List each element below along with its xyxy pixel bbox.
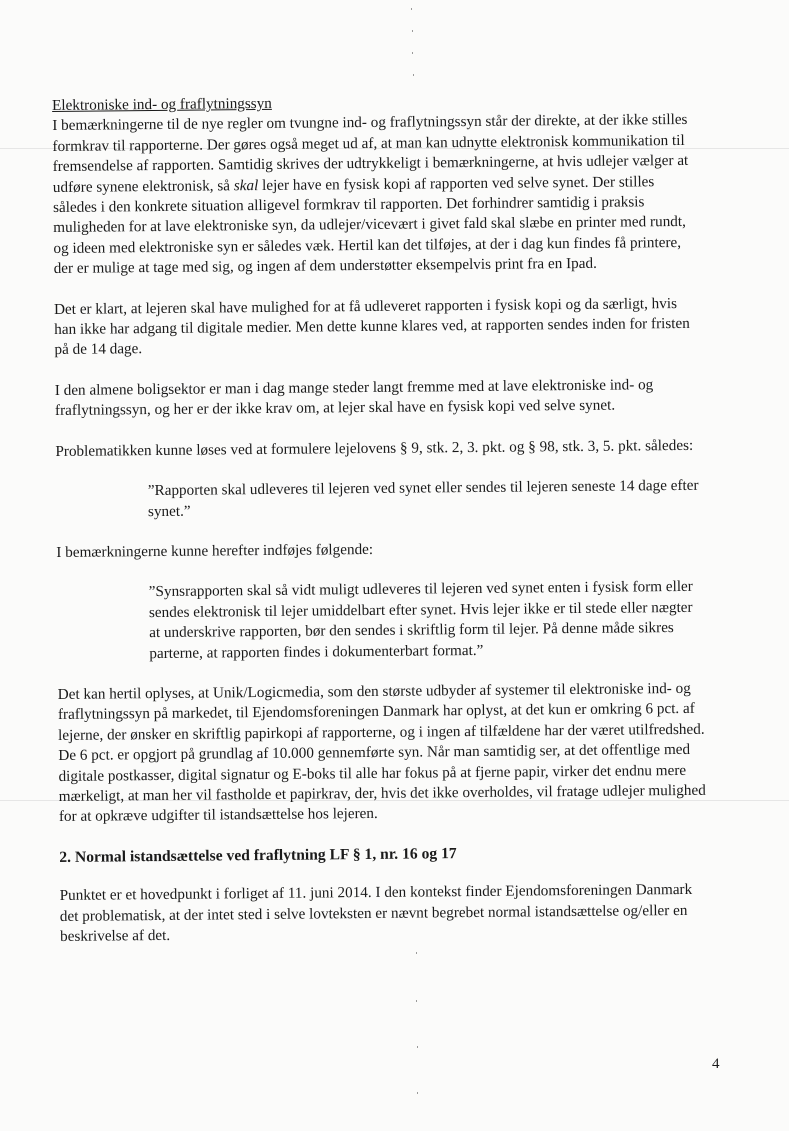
section-heading: Elektroniske ind- og fraflytningssyn — [52, 94, 272, 114]
paragraph: I den almene boligsektor er man i dag mange steder langt fremme med at lave elektroniske ind- og fraflytningssyn, og her er der ikke krav om, at lejer skal have en fysisk kopi ved selve synet. — [54, 376, 654, 420]
paragraph: Det er klart, at lejeren skal have mulighed for at få udleveret rapporten i fysisk kopi og da særligt, hvis han ikke har adgang til digitale medier. Men dette kunne klares ved, at rapporten sendes inden for fristen på de 14 dage. — [53, 294, 690, 359]
emphasis-text: skal — [233, 176, 259, 194]
document-body — [52, 90, 708, 968]
paragraph: Det kan hertil oplyses, at Unik/Logicmedia, som den største udbyder af systemer til elektroniske ind- og fraflytningssyn på markedet, til Ejendomsforeningen Danmark har oplyst, at det kun er omkring 6 pct. af lejerne, der ønsker en skriftlig papirkopi af rapporterne, og i ingen af tilfældene har der været utilfredshed. De 6 pct. er opgjort på grundlag af 10.000 gennemførte syn. Når man samtidig ser, at det offentlige med digitale postkasser, digital signatur og E-boks til alle har fokus på at fjerne papir, virker det endnu mere mærkeligt, at man her vil fastholde et papirkrav, der, hvis det ikke overholdes, vil fratage udlejer mulighed for at opkræve udgifter til istandsættelse hos lejeren. — [57, 679, 706, 826]
scan-artifact — [411, 8, 412, 10]
paragraph-text: lejer have en fysisk kopi af rapporten ved selve synet. Der stilles således i den konkrete situation alligevel formkrav til rapporten. Det forhindrer samtidig i praksis muligheden for at lave elektroniske syn, da udlejer/vicevært i givet fald skal slæbe en printer med rundt, og ideen med elektroniske syn er således væk. Hertil kan det tilføjes, at der i dag kun findes få printere, der er mulige at tage med sig, og ingen af dem understøtter eksempelvis print fra en Ipad. — [52, 172, 686, 278]
paragraph — [52, 110, 702, 279]
section-title: 2. Normal istandsættelse ved fraflytning LF § 1, nr. 16 og 17 — [59, 844, 457, 866]
scan-artifact — [412, 52, 413, 54]
block-quote: ”Rapporten skal udleveres til lejeren ved synet eller sendes til lejeren seneste 14 dage efter synet.” — [147, 476, 699, 520]
scan-artifact — [412, 30, 413, 32]
scan-artifact — [417, 1046, 418, 1048]
paragraph: Punktet er et hovedpunkt i forliget af 11. juni 2014. I den kontekst finder Ejendomsforeningen Danmark det problematisk, at der intet sted i selve lovteksten er nævnt begrebet normal istandsættelse og/eller en beskrivelse af det. — [59, 881, 693, 945]
scan-artifact — [413, 74, 414, 76]
paragraph-text: I bemærkningerne til de nye regler om tvungne ind- og fraflytningssyn står der direkte, at der ikke stilles formkrav til rapporterne. Der gøres også meget ud af, at man kan udnytte elektronisk kommunikation til fremsendelse af rapporten. Samtidig skrives der udtrykkeligt i bemærkningerne, at hvis udlejer vælger at udføre synene elektronisk, så — [52, 111, 689, 196]
scan-artifact — [417, 1092, 418, 1094]
paragraph: I bemærkningerne kunne herefter indføjes følgende: — [56, 540, 374, 561]
block-quote: ”Synsrapporten skal så vidt muligt udleveres til lejeren ved synet enten i fysisk form eller sendes elektronisk til lejer umiddelbart efter synet. Hvis lejer ikke er til stede eller nægter at underskrive rapporten, bør den sendes i skriftlig form til lejer. På denne måde sikres parterne, at rapporten findes i dokumenterbart format.” — [148, 578, 693, 662]
page-number: 4 — [712, 1056, 720, 1072]
scan-artifact — [416, 1000, 417, 1002]
paragraph: Problematikken kunne løses ved at formulere lejelovens § 9, stk. 2, 3. pkt. og § 98, stk. 3, 5. pkt. således: — [55, 436, 694, 460]
